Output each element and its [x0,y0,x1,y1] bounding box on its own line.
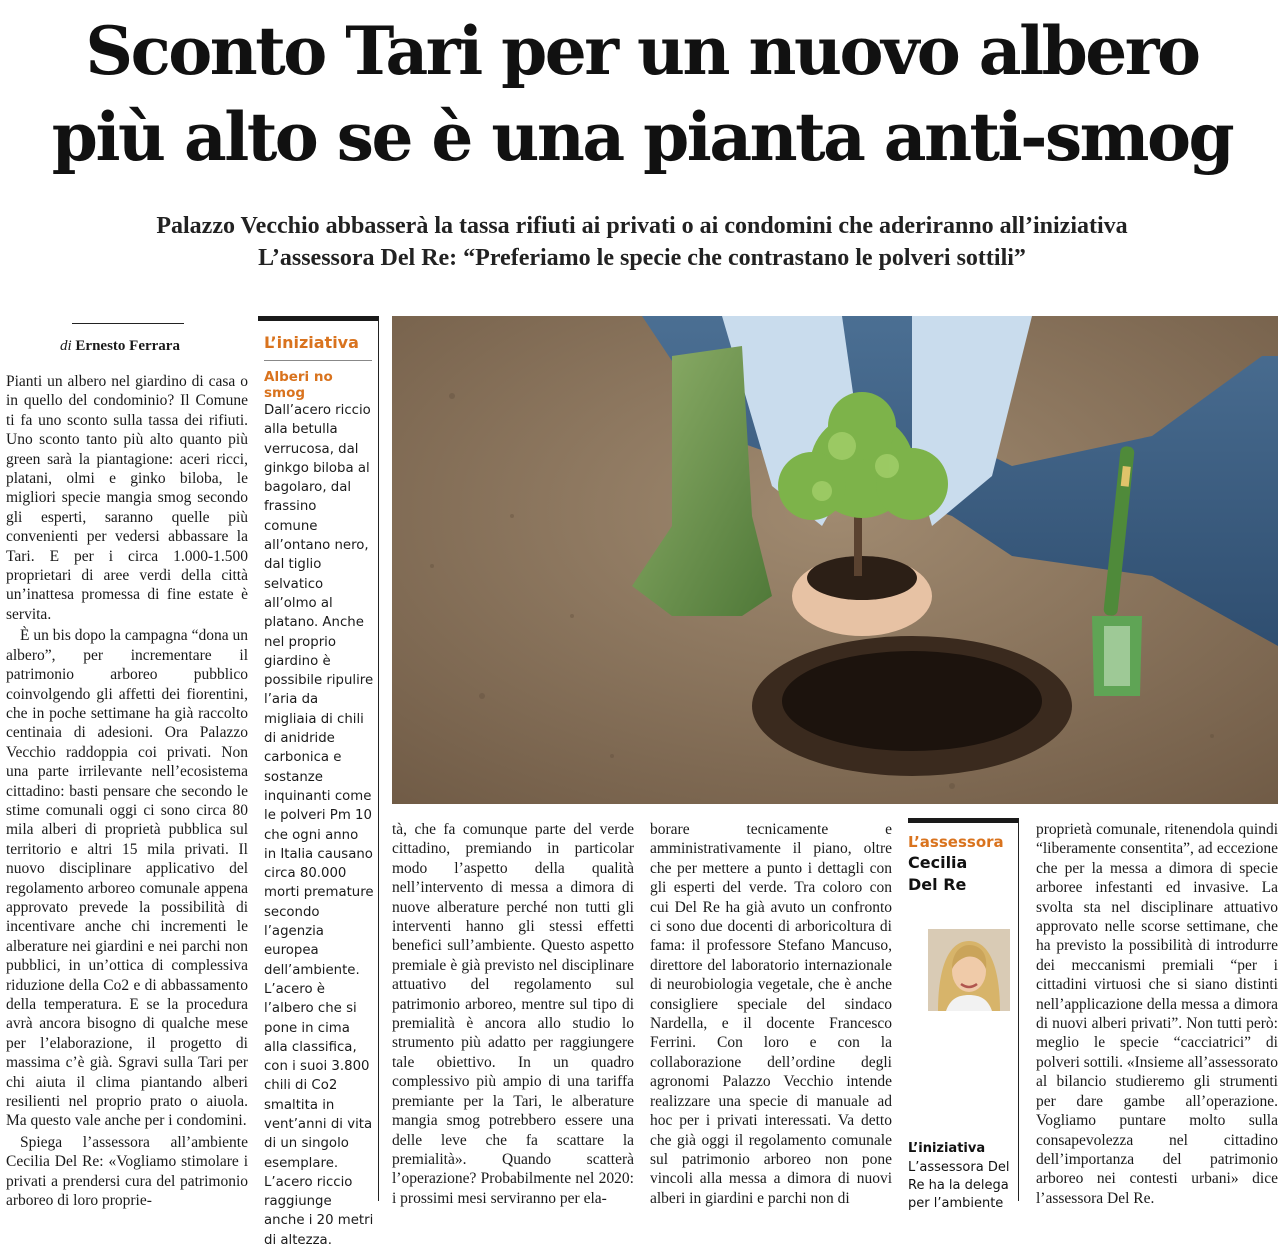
planting-tree-illustration [392,316,1278,804]
subheadline [0,210,1284,274]
portrait-illustration [928,929,1010,1011]
article-paragraph: tà, che fa comunque parte del verde cittadino, premiando in particolar modo l’aspetto della qualità nell’intervento di messa a dimora di nuove alberature perché non tutti gli interventi hanno gli stessi effetti benefici sull’ambiente. Questo aspetto premiale è già previsto nel disciplinare attuativo del regolamento sul patrimonio arboreo, mentre sul tipo di premialità è ancora allo studio lo strumento più adatto per raggiungere tale obiettivo. In un quadro complessivo più ampio di una tariffa premiante per la Tari, le alberature mangia smog potrebbero essere una delle leve che fa scattare la premialità». Quando scatterà l’operazione? Probabilmente nel 2020: i prossimi mesi serviranno per ela- [392,821,634,1207]
profile-photo [928,929,1010,1011]
article-paragraph: È un bis dopo la campagna “dona un albero”, per incrementare il patrimonio arboreo pubblico coinvolgendo gli affetti dei fiorentini, che in poche settimane ha già raccolto centinaia di adesioni. Ora Palazzo Vecchio raddoppia coi privati. Non una parte irrilevante nell’ecosistema cittadino: basti pensare che secondo le stime comunali oggi ci sono circa 80 mila alberi di proprietà pubblica sul territorio e altri 15 mila privati. Il nuovo disciplinare applicativo del regolamento arboreo comunale appena approvato prevede la possibilità di incentivare anche chi incrementi le alberature nei giardini e nei parchi non pubblici, in un’ottica di complessiva riduzione della Co2 e di abbassamento della temperatura. E se la procedura avrà ancora bisogno di qualche mese per l’elaborazione, il progetto di massima c’è già. Sgravi sulla Tari per chi aiuta il clima piantando alberi resilienti nel proprio prato o aiuola. Ma questo vale anche per i condomini. [6,627,248,1130]
sidebar-kicker: L’iniziativa [264,333,359,352]
article-column-1 [6,372,248,1210]
headline-line-2: più alto se è una pianta anti-smog [51,98,1233,176]
subheadline-line-2: L’assessora Del Re: “Preferiamo le specie che contrastano le polveri sottili” [258,245,1026,271]
article-paragraph: Pianti un albero nel giardino di casa o in quello del condominio? Il Comune ti fa uno sconto sulla tassa dei rifiuti. Uno sconto tanto più alto quanto più green sarà la piantagione: aceri ricci, platani, olmi e ginko biloba, le migliori specie mangia smog secondo gli esperti, saranno quelle più convenienti per vedersi abbassare la Tari. E per i circa 1.000-1.500 proprietari di aree verdi della città un’inattesa promessa di fine estate è servita. [6,373,248,623]
byline [60,338,180,355]
headline [0,8,1284,180]
profile-kicker: L’assessora [908,833,1004,851]
article-paragraph: borare tecnicamente e amministrativamente il piano, oltre che per mettere a punto i dettagli con gli esperti del verde. Tra coloro con cui Del Re ha già avuto un confronto ci sono due docenti di arboricoltura di fama: il professore Stefano Mancuso, direttore del laboratorio internazionale di neurobiologia vegetale, che è anche consigliere speciale del sindaco Nardella, e il docente Francesco Ferrini. Con loro e con la collaborazione dell’ordine degli agronomi Palazzo Vecchio intende realizzare una specie di manuale ad hoc per i privati interessati. Va detto che già oggi il regolamento comunale sul patrimonio arboreo non pone vincoli alla messa a dimora di nuovi alberi in giardini e parchi non di [650,821,892,1207]
sidebar-title: Alberi no smog [264,369,333,401]
sidebar-box [258,316,379,1248]
article-column-2 [392,820,634,1207]
article-paragraph: Spiega l’assessora all’ambiente Cecilia Del Re: «Vogliamo stimolare i privati a prendersi cura del patrimonio arboreo di loro proprie- [6,1133,248,1210]
subheadline-line-1: Palazzo Vecchio abbasserà la tassa rifiuti ai privati o ai condomini che aderiranno all’iniziativa [156,213,1128,239]
byline-author: Ernesto Ferrara [75,338,180,354]
article-photo [392,316,1278,804]
profile-description: L’assessora Del Re ha la delega per l’ambiente [908,1160,1010,1211]
profile-name-line-2: Del Re [908,875,967,894]
profile-box [908,818,1019,1211]
byline-rule [72,323,184,324]
sidebar-body: Dall’acero riccio alla betulla verrucosa, dal ginkgo biloba al bagolaro, dal frassino comune all’ontano nero, dal tiglio selvatico all’olmo al platano. Anche nel proprio giardino è possibile ripulire l’aria da migliaia di chili di anidride carbonica e sostanze inquinanti come le polveri Pm 10 che ogni anno in Italia causano circa 80.000 morti premature secondo l’agenzia europea dell’ambiente. L’acero è l’albero che si pone in cima alla classifica, con i suoi 3.800 chili di Co2 smaltita in vent’anni di vita di un singolo esemplare. L’acero riccio raggiunge anche i 20 metri di altezza. [264,403,374,1248]
sidebar-divider [264,360,372,361]
profile-name-line-1: Cecilia [908,853,968,872]
article-column-4 [1036,820,1278,1207]
headline-line-1: Sconto Tari per un nuovo albero [85,12,1199,90]
byline-prefix: di [60,338,72,354]
article-column-3 [650,820,892,1207]
profile-label: L’iniziativa [908,1141,986,1156]
article-paragraph: proprietà comunale, ritenendola quindi “liberamente consentita”, ad eccezione che per la messa a dimora di specie arboree infestanti ed invasive. La svolta sta nel disciplinare attuativo approvato nelle scorse settimane, che ha previsto la possibilità di introdurre dei meccanismi premiali “per i cittadini virtuosi che si siano distinti nell’applicazione della messa a dimora di nuovi alberi privati”. Non tutti però: meglio le specie “cacciatrici” di polveri sottili. «Insieme all’assessorato al bilancio studieremo gli strumenti per dare gambe all’operazione. Vogliamo puntare molto sulla consapevolezza nel cittadino dell’importanza del patrimonio arboreo nei contesti urbani» dice l’assessora Del Re. [1036,821,1278,1207]
